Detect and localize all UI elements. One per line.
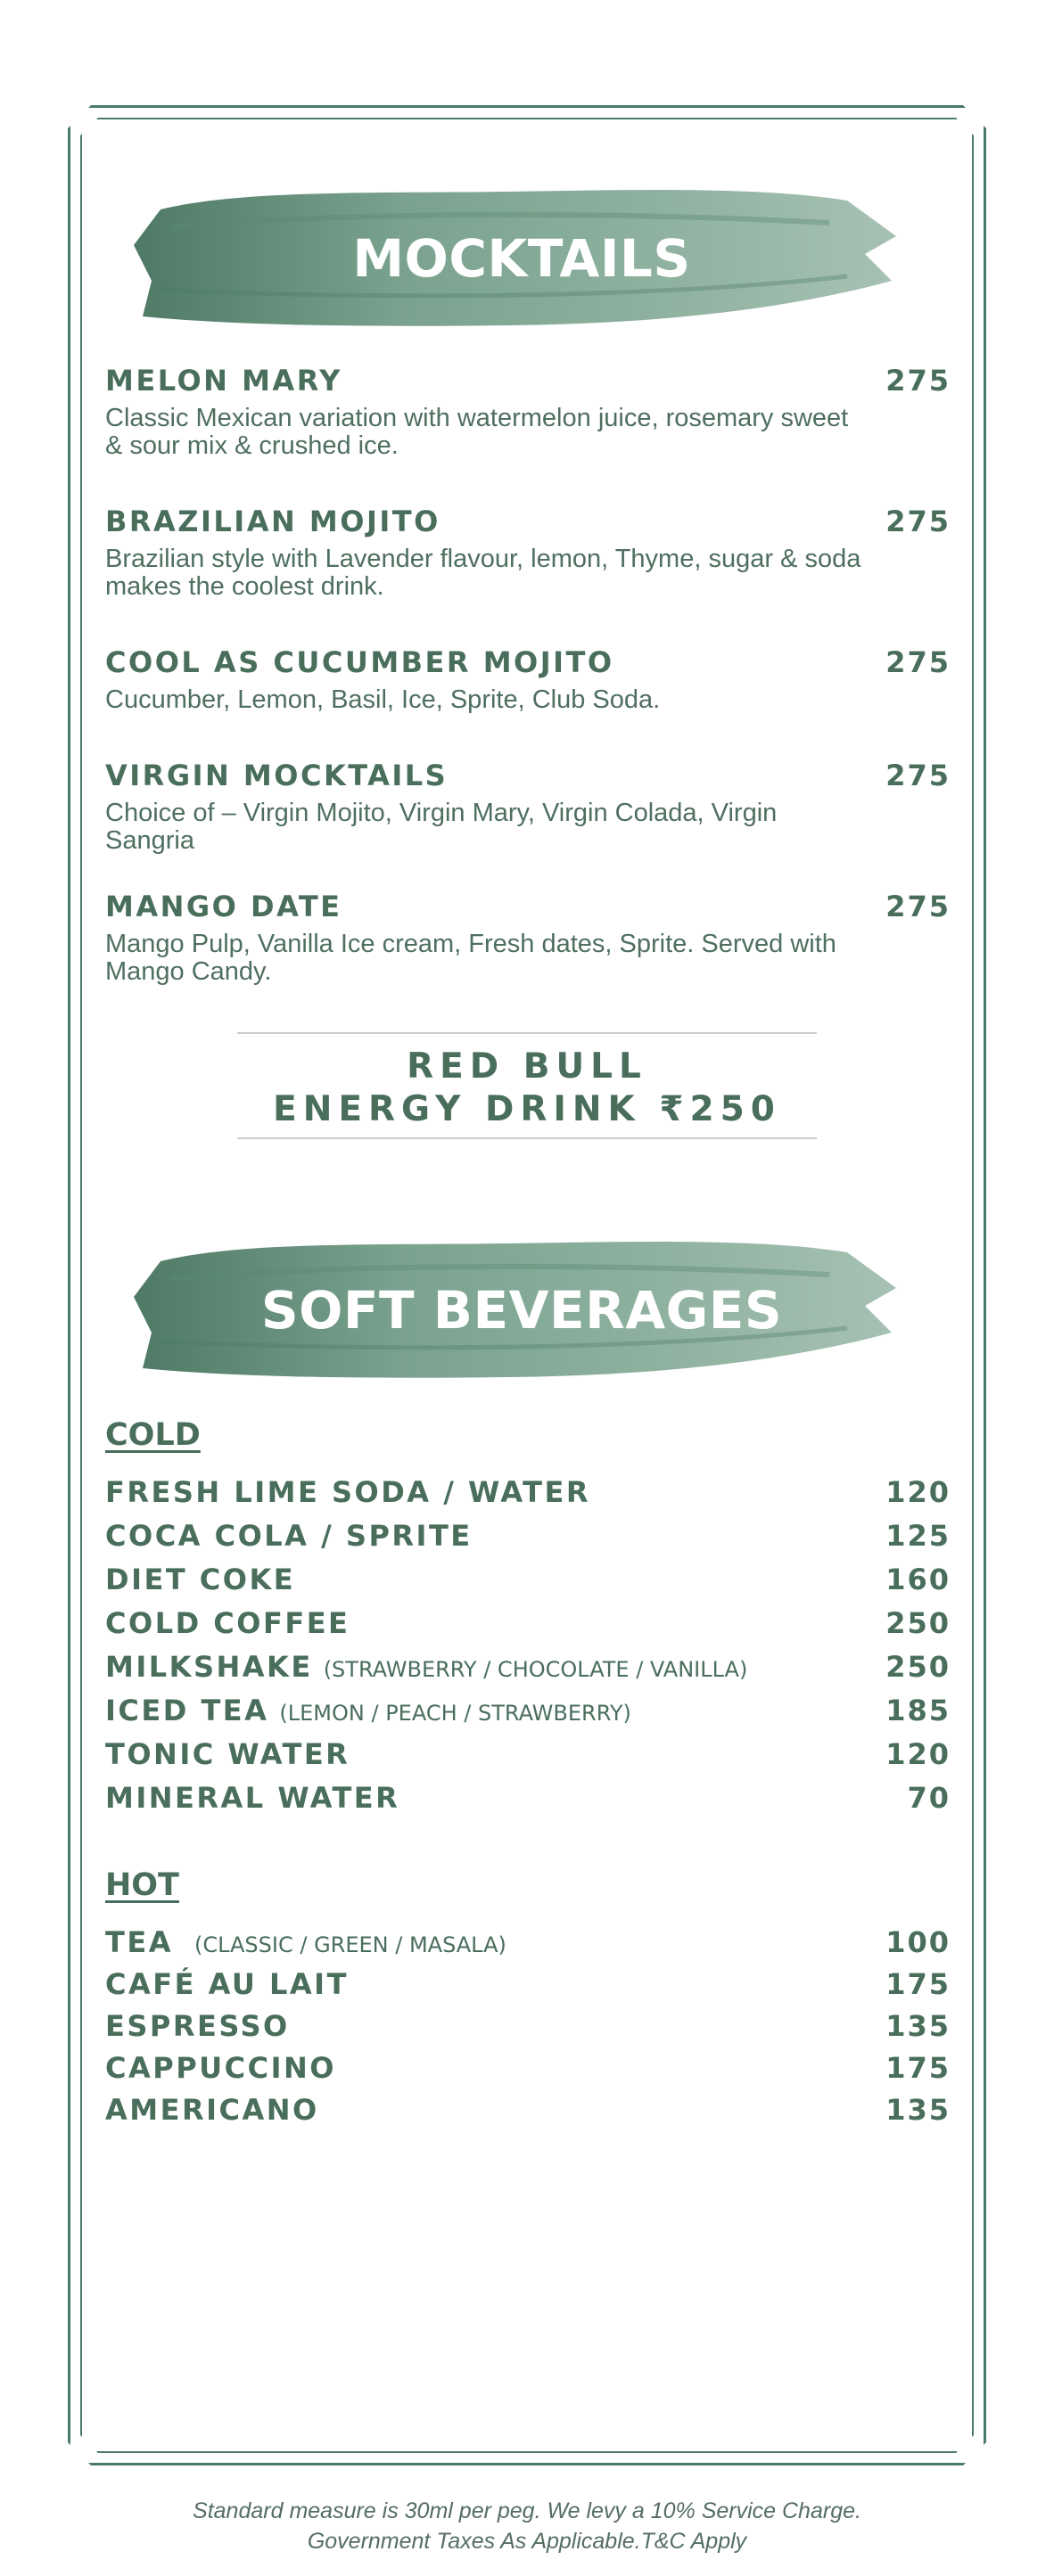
item-price: 250 bbox=[885, 1650, 951, 1684]
item-name: BRAZILIAN MOJITO bbox=[105, 505, 441, 538]
menu-row bbox=[105, 1694, 951, 1727]
item-options: (LEMON / PEACH / STRAWBERRY) bbox=[279, 1701, 631, 1726]
menu-row bbox=[105, 1475, 951, 1509]
item-name: TEA bbox=[105, 1925, 173, 1959]
item-name: CAFÉ AU LAIT bbox=[105, 1967, 349, 2001]
item-price: 175 bbox=[885, 1967, 951, 2001]
menu-row bbox=[105, 1606, 951, 1640]
item-description: Mango Pulp, Vanilla Ice cream, Fresh dates, Sprite. Served with Mango Candy. bbox=[105, 930, 836, 986]
item-price: 275 bbox=[885, 505, 951, 538]
footer-note bbox=[0, 2496, 1054, 2556]
redbull-callout bbox=[237, 1032, 817, 1139]
item-options: (STRAWBERRY / CHOCOLATE / VANILLA) bbox=[323, 1657, 748, 1682]
item-price: 275 bbox=[885, 645, 951, 679]
menu-row bbox=[105, 1519, 951, 1553]
item-price: 120 bbox=[885, 1737, 951, 1771]
mocktails-title: MOCKTAILS bbox=[352, 228, 691, 289]
menu-item bbox=[105, 364, 951, 460]
item-price: 185 bbox=[885, 1694, 951, 1727]
item-description: Brazilian style with Lavender flavour, lemon, Thyme, sugar & soda makes the coolest drink. bbox=[105, 545, 861, 601]
soft-beverages-title: SOFT BEVERAGES bbox=[260, 1280, 783, 1341]
item-options: (CLASSIC / GREEN / MASALA) bbox=[194, 1932, 506, 1957]
footer-line1: Standard measure is 30ml per peg. We levy a 10% Service Charge. bbox=[193, 2498, 861, 2523]
hot-section-label: HOT bbox=[105, 1867, 179, 1903]
item-price: 135 bbox=[885, 2093, 951, 2127]
mocktails-banner bbox=[134, 174, 910, 343]
menu-row bbox=[105, 1781, 951, 1815]
item-name: ICED TEA bbox=[105, 1694, 269, 1727]
menu-row bbox=[105, 2051, 951, 2085]
item-name: AMERICANO bbox=[105, 2093, 319, 2127]
item-price: 70 bbox=[907, 1781, 951, 1815]
menu-row bbox=[105, 2093, 951, 2127]
redbull-line2: ENERGY DRINK ₹250 bbox=[273, 1089, 781, 1129]
menu-row bbox=[105, 1925, 951, 1959]
item-description: Classic Mexican variation with watermelon juice, rosemary sweet & sour mix & crushed ice. bbox=[105, 404, 849, 460]
menu-item bbox=[105, 505, 951, 601]
item-name: COLD COFFEE bbox=[105, 1606, 350, 1640]
menu-row bbox=[105, 1967, 951, 2001]
menu-item bbox=[105, 645, 951, 714]
item-price: 135 bbox=[885, 2009, 951, 2043]
item-name: MANGO DATE bbox=[105, 890, 342, 923]
item-price: 175 bbox=[885, 2051, 951, 2085]
redbull-line1: RED BULL bbox=[407, 1046, 647, 1087]
footer-line2: Government Taxes As Applicable.T&C Apply bbox=[307, 2529, 747, 2554]
item-price: 120 bbox=[885, 1475, 951, 1509]
item-name: ESPRESSO bbox=[105, 2009, 290, 2043]
item-name: COOL AS CUCUMBER MOJITO bbox=[105, 645, 614, 679]
item-name: MELON MARY bbox=[105, 364, 342, 398]
item-price: 160 bbox=[885, 1563, 951, 1596]
menu-item bbox=[105, 759, 951, 855]
item-name: CAPPUCCINO bbox=[105, 2051, 336, 2085]
soft-beverages-banner bbox=[134, 1226, 910, 1395]
item-price: 275 bbox=[885, 890, 951, 923]
menu-row bbox=[105, 2009, 951, 2043]
item-description: Choice of – Virgin Mojito, Virgin Mary, Virgin Colada, Virgin Sangria bbox=[105, 799, 778, 855]
item-name: MILKSHAKE bbox=[105, 1650, 313, 1684]
menu-row bbox=[105, 1737, 951, 1771]
item-price: 125 bbox=[885, 1519, 951, 1553]
menu-item bbox=[105, 890, 951, 986]
item-price: 100 bbox=[885, 1925, 951, 1959]
menu-row bbox=[105, 1563, 951, 1596]
item-name: TONIC WATER bbox=[105, 1737, 350, 1771]
cold-section-label: COLD bbox=[105, 1417, 201, 1453]
item-description: Cucumber, Lemon, Basil, Ice, Sprite, Club Soda. bbox=[105, 685, 661, 714]
item-name: FRESH LIME SODA / WATER bbox=[105, 1475, 590, 1509]
item-price: 275 bbox=[885, 364, 951, 398]
item-name: DIET COKE bbox=[105, 1563, 296, 1596]
item-name: COCA COLA / SPRITE bbox=[105, 1519, 473, 1553]
item-name: VIRGIN MOCKTAILS bbox=[105, 759, 449, 792]
item-name: MINERAL WATER bbox=[105, 1781, 400, 1815]
item-price: 275 bbox=[885, 759, 951, 792]
menu-row bbox=[105, 1650, 951, 1684]
item-price: 250 bbox=[885, 1606, 951, 1640]
